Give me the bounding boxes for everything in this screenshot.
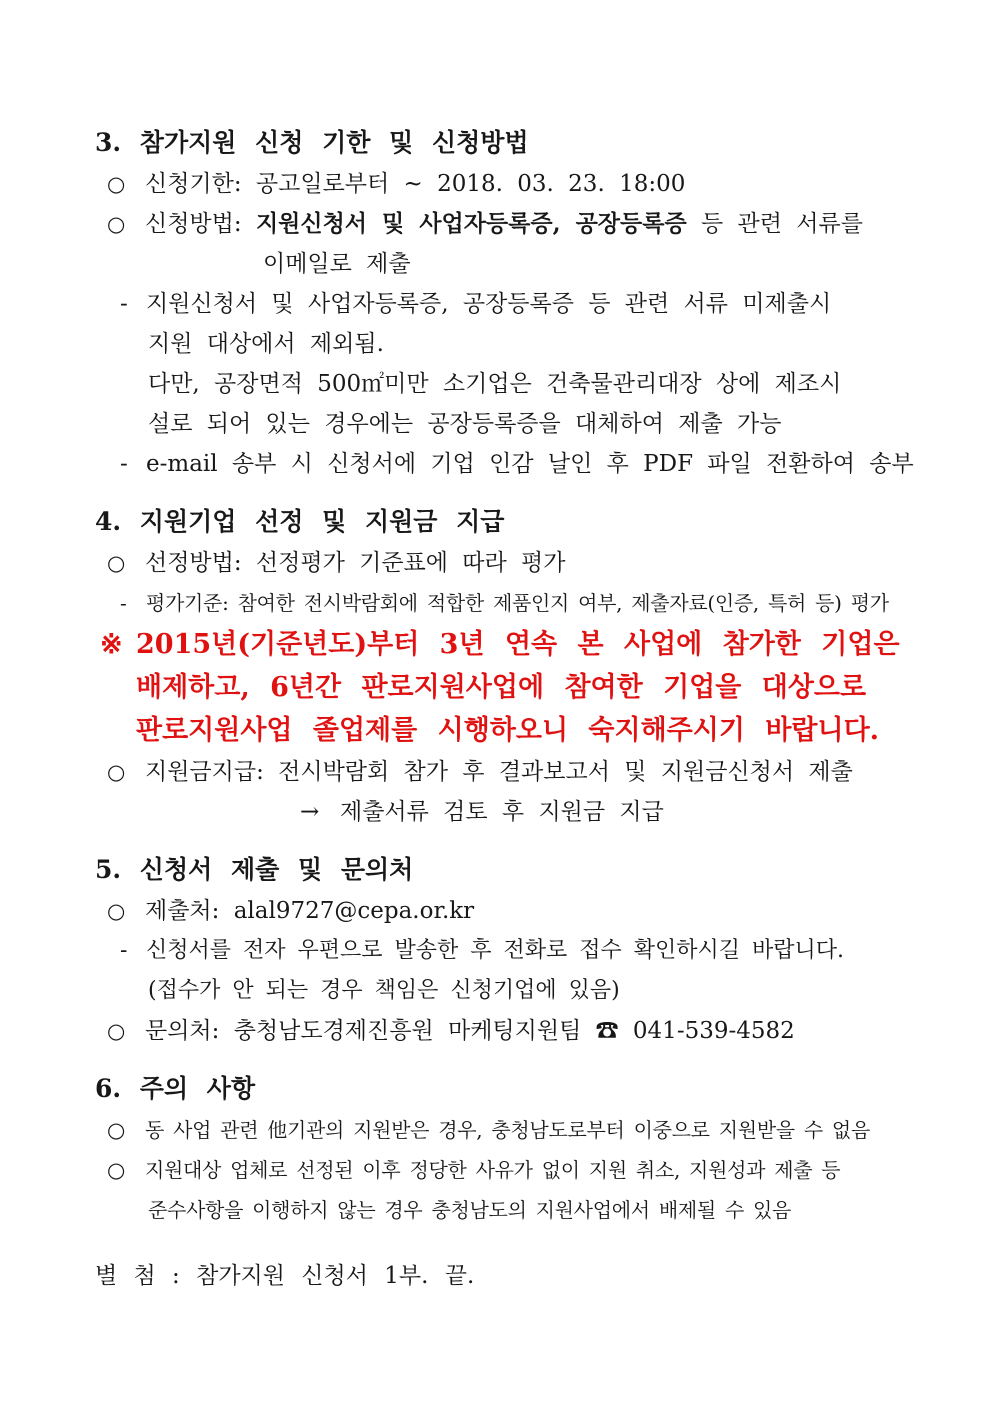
graduation-notice-line-2: 배제하고, 6년간 판로지원사업에 참여한 기업을 대상으로 <box>136 672 867 703</box>
missing-docs-cont-2: 다만, 공장면적 500㎡미만 소기업은 건축물관리대장 상에 제조시 <box>148 371 842 397</box>
contact-line <box>107 1011 937 1051</box>
circle-bullet: ○ <box>107 760 126 784</box>
graduation-notice-line-1 <box>100 623 937 666</box>
circle-bullet: ○ <box>107 1019 126 1043</box>
missing-docs-text: 지원신청서 및 사업자등록증, 공장등록증 등 관련 서류 미제출시 <box>146 291 832 317</box>
method-bold-docs: 지원신청서 및 사업자등록증, 공장등록증 <box>255 210 687 237</box>
missing-docs-cont-1: 지원 대상에서 제외됨. <box>148 331 384 357</box>
graduation-notice-text-1: 2015년(기준년도)부터 3년 연속 본 사업에 참가한 기업은 <box>136 629 900 660</box>
submit-to-text: 제출처: alal9727@cepa.or.kr <box>145 898 475 924</box>
confirm-receipt-text: 신청서를 전자 우편으로 발송한 후 전화로 접수 확인하시길 바랍니다. <box>146 938 844 963</box>
criteria-line <box>120 583 937 623</box>
method-suffix: 등 관련 서류를 <box>686 211 863 237</box>
circle-bullet: ○ <box>107 172 126 196</box>
arrow-marker: → <box>300 799 320 825</box>
selection-method-line <box>107 543 937 583</box>
section-application-deadline <box>95 122 937 484</box>
submit-to-line <box>107 891 937 931</box>
section-submission-contact <box>95 849 937 1051</box>
email-send-line <box>120 444 937 484</box>
section6-heading: 6. 주의 사항 <box>95 1074 256 1103</box>
circle-bullet: ○ <box>107 551 126 575</box>
missing-docs-cont-3: 설로 되어 있는 경우에는 공장등록증을 대체하여 제출 가능 <box>148 411 782 437</box>
payment-cont-text: 제출서류 검토 후 지원금 지급 <box>340 799 664 825</box>
confirm-receipt-line <box>120 931 937 971</box>
email-send-text: e-mail 송부 시 신청서에 기업 인감 날인 후 PDF 파일 전환하여 송부 <box>146 451 914 477</box>
caution-duplicate-line <box>107 1110 937 1150</box>
attachment-note: 별 첨 : 참가지원 신청서 1부. 끝. <box>95 1263 475 1289</box>
deadline-text: 신청기한: 공고일로부터 ~ 2018. 03. 23. 18:00 <box>145 171 686 197</box>
contact-text: 문의처: 충청남도경제진흥원 마케팅지원팀 ☎ 041-539-4582 <box>145 1018 795 1044</box>
dash-bullet: - <box>120 938 128 963</box>
caution-compliance-line <box>107 1150 937 1190</box>
selection-method-text: 선정방법: 선정평가 기준표에 따라 평가 <box>145 550 566 576</box>
section-cautions <box>95 1068 937 1230</box>
criteria-text: 평가기준: 참여한 전시박람회에 적합한 제품인지 여부, 제출자료(인증, 특허 등) 평가 <box>146 591 889 615</box>
method-continuation: 이메일로 제출 <box>263 251 411 277</box>
section3-heading: 3. 참가지원 신청 기한 및 신청방법 <box>95 128 529 157</box>
circle-bullet: ○ <box>107 1118 126 1142</box>
method-line <box>107 204 937 244</box>
circle-bullet: ○ <box>107 899 126 923</box>
section-selection-payment <box>95 501 937 832</box>
payment-text: 지원금지급: 전시박람회 참가 후 결과보고서 및 지원금신청서 제출 <box>145 759 853 785</box>
caution-compliance-text: 지원대상 업체로 선정된 이후 정당한 사유가 없이 지원 취소, 지원성과 제출 등 <box>145 1158 841 1182</box>
circle-bullet: ○ <box>107 212 126 236</box>
caution-duplicate-text: 동 사업 관련 他기관의 지원받은 경우, 충청남도로부터 이중으로 지원받을 수 없음 <box>145 1118 870 1142</box>
dash-bullet: - <box>120 451 128 477</box>
caution-compliance-cont: 준수사항을 이행하지 않는 경우 충청남도의 지원사업에서 배제될 수 있음 <box>148 1198 792 1222</box>
missing-docs-line <box>120 284 937 324</box>
reference-mark-icon: ※ <box>100 629 123 660</box>
section4-heading: 4. 지원기업 선정 및 지원금 지급 <box>95 507 505 536</box>
method-prefix: 신청방법: <box>145 211 256 237</box>
dash-bullet: - <box>120 291 128 317</box>
section5-heading: 5. 신청서 제출 및 문의처 <box>95 855 414 884</box>
payment-continuation <box>300 792 937 832</box>
payment-line <box>107 752 937 792</box>
confirm-receipt-cont: (접수가 안 되는 경우 책임은 신청기업에 있음) <box>148 978 620 1003</box>
dash-bullet: - <box>120 591 127 615</box>
deadline-line <box>107 164 937 204</box>
circle-bullet: ○ <box>107 1158 126 1182</box>
graduation-notice-line-3: 판로지원사업 졸업제를 시행하오니 숙지해주시기 바랍니다. <box>136 715 880 746</box>
